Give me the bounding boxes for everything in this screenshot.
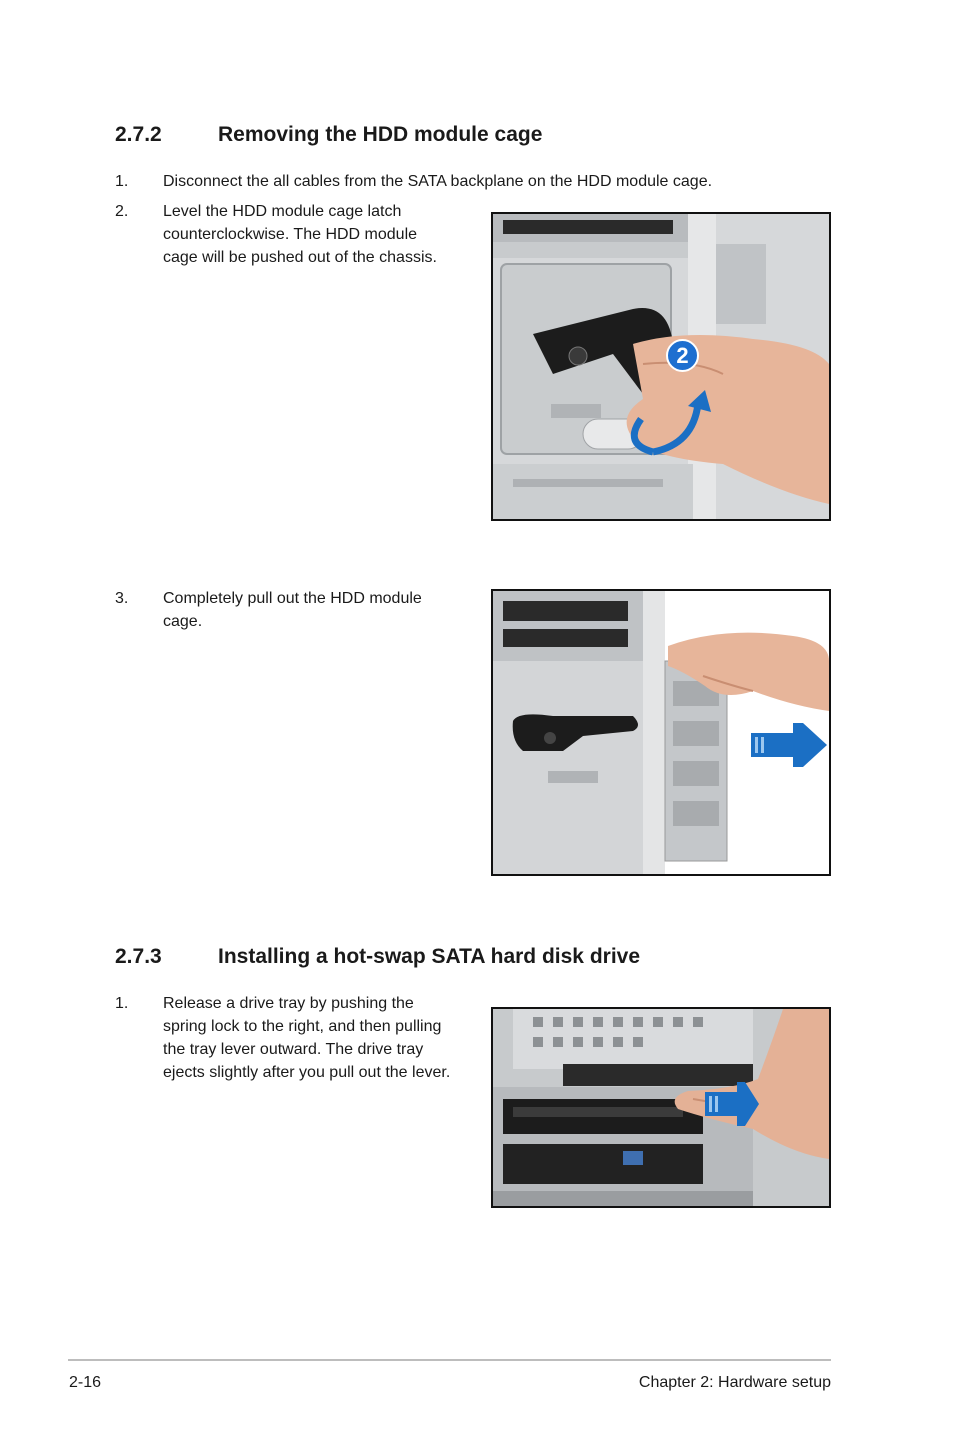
step-number: 1.: [115, 173, 129, 190]
step-text: Release a drive tray by pushing the spring lock to the right, and then pulling the tray lever outward. The drive tray ejects slightly after you pull out the lever.: [163, 995, 451, 1081]
chapter-label: Chapter 2: Hardware setup: [638, 1374, 831, 1391]
figure-latch-rotate: [491, 212, 831, 521]
figure-cage-pull-out-drawing: [493, 591, 829, 874]
figure-drive-tray-release: [491, 1007, 831, 1208]
section-title: Removing the HDD module cage: [218, 123, 543, 146]
callout-number: 2: [666, 339, 699, 372]
section-number: 2.7.3: [115, 945, 162, 968]
page-number: 2-16: [69, 1374, 102, 1391]
section-title: Installing a hot-swap SATA hard disk drive: [218, 945, 641, 968]
step-number: 3.: [115, 590, 129, 607]
step-number: 2.: [115, 203, 129, 220]
step-number: 1.: [115, 995, 129, 1012]
figure-latch-rotate-drawing: [493, 214, 829, 519]
step-text: Completely pull out the HDD module cage.: [163, 590, 422, 630]
figure-cage-pull-out: [491, 589, 831, 876]
footer-rule: [68, 1359, 831, 1361]
section-number: 2.7.2: [115, 123, 162, 146]
figure-drive-tray-release-drawing: [493, 1009, 829, 1206]
step-text: Level the HDD module cage latch counterclockwise. The HDD module cage will be pushed out of the chassis.: [163, 203, 437, 266]
step-text: Disconnect the all cables from the SATA backplane on the HDD module cage.: [163, 173, 713, 190]
